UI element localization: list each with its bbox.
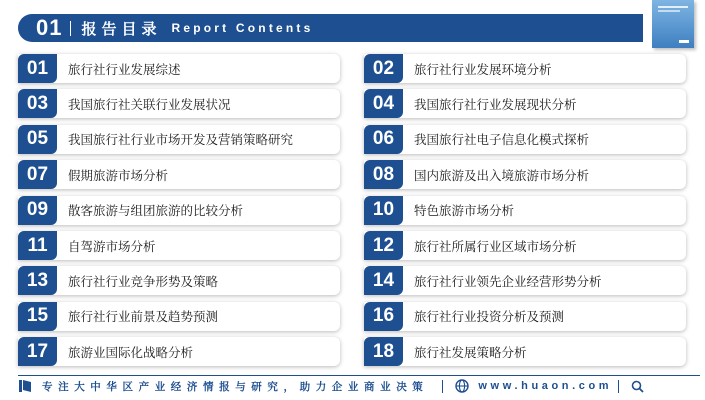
contents-item[interactable] [364,337,686,366]
item-label: 旅行社行业竞争形势及策略 [68,273,219,289]
report-cover-image [652,0,694,48]
item-label: 国内旅游及出入境旅游市场分析 [414,167,590,183]
contents-item[interactable] [18,231,340,260]
section-number: 01 [36,15,63,40]
contents-item[interactable] [364,160,686,189]
contents-item[interactable] [364,89,686,118]
item-label: 我国旅行社电子信息化模式探析 [414,132,590,148]
contents-item[interactable] [364,54,686,83]
item-number-badge: 12 [364,231,403,260]
footer-separator [442,380,443,393]
item-number-badge: 04 [364,89,403,118]
footer-slogan: 专注大中华区产业经济情报与研究，助力企业商业决策 [42,380,429,393]
contents-item[interactable] [18,196,340,225]
item-label: 自驾游市场分析 [68,238,156,254]
item-number-badge: 01 [18,54,57,83]
item-number-badge: 08 [364,160,403,189]
item-label: 旅行社行业发展综述 [68,61,181,77]
item-number-badge: 02 [364,54,403,83]
item-label: 旅行社行业前景及趋势预测 [68,309,219,325]
contents-item[interactable] [364,231,686,260]
item-label: 特色旅游市场分析 [414,203,515,219]
item-label: 旅行社发展策略分析 [414,344,527,360]
item-label: 散客旅游与组团旅游的比较分析 [68,203,244,219]
contents-item[interactable] [364,196,686,225]
globe-icon [455,379,469,393]
search-icon[interactable] [631,380,644,393]
contents-item[interactable] [18,302,340,331]
book-icon [18,379,32,393]
section-title-en: Report Contents [171,21,314,35]
footer-separator-2 [618,380,619,393]
item-label: 我国旅行社行业发展现状分析 [414,96,577,112]
item-label: 旅游业国际化战略分析 [68,344,194,360]
item-number-badge: 18 [364,337,403,366]
contents-item[interactable] [18,160,340,189]
item-label: 旅行社所属行业区域市场分析 [414,238,577,254]
contents-item[interactable] [18,89,340,118]
header-divider [70,21,71,36]
contents-item[interactable] [364,266,686,295]
footer-divider [18,375,700,376]
item-number-badge: 06 [364,125,403,154]
item-number-badge: 16 [364,302,403,331]
section-header [18,14,643,42]
item-number-badge: 13 [18,266,57,295]
contents-item[interactable] [18,125,340,154]
item-label: 我国旅行社关联行业发展状况 [68,96,231,112]
footer [18,377,700,395]
contents-item[interactable] [18,54,340,83]
item-number-badge: 05 [18,125,57,154]
item-label: 旅行社行业投资分析及预测 [414,309,565,325]
item-number-badge: 10 [364,196,403,225]
contents-item[interactable] [364,125,686,154]
item-number-badge: 17 [18,337,57,366]
item-label: 旅行社行业发展环境分析 [414,61,552,77]
item-number-badge: 14 [364,266,403,295]
contents-item[interactable] [18,266,340,295]
item-number-badge: 09 [18,196,57,225]
item-label: 我国旅行社行业市场开发及营销策略研究 [68,132,294,148]
contents-item[interactable] [18,337,340,366]
item-label: 假期旅游市场分析 [68,167,169,183]
item-number-badge: 11 [18,231,57,260]
item-number-badge: 07 [18,160,57,189]
item-label: 旅行社行业领先企业经营形势分析 [414,273,602,289]
section-title-cn: 报告目录 [81,19,162,38]
item-number-badge: 03 [18,89,57,118]
website-link[interactable]: www.huaon.com [478,380,613,392]
contents-item[interactable] [364,302,686,331]
item-number-badge: 15 [18,302,57,331]
